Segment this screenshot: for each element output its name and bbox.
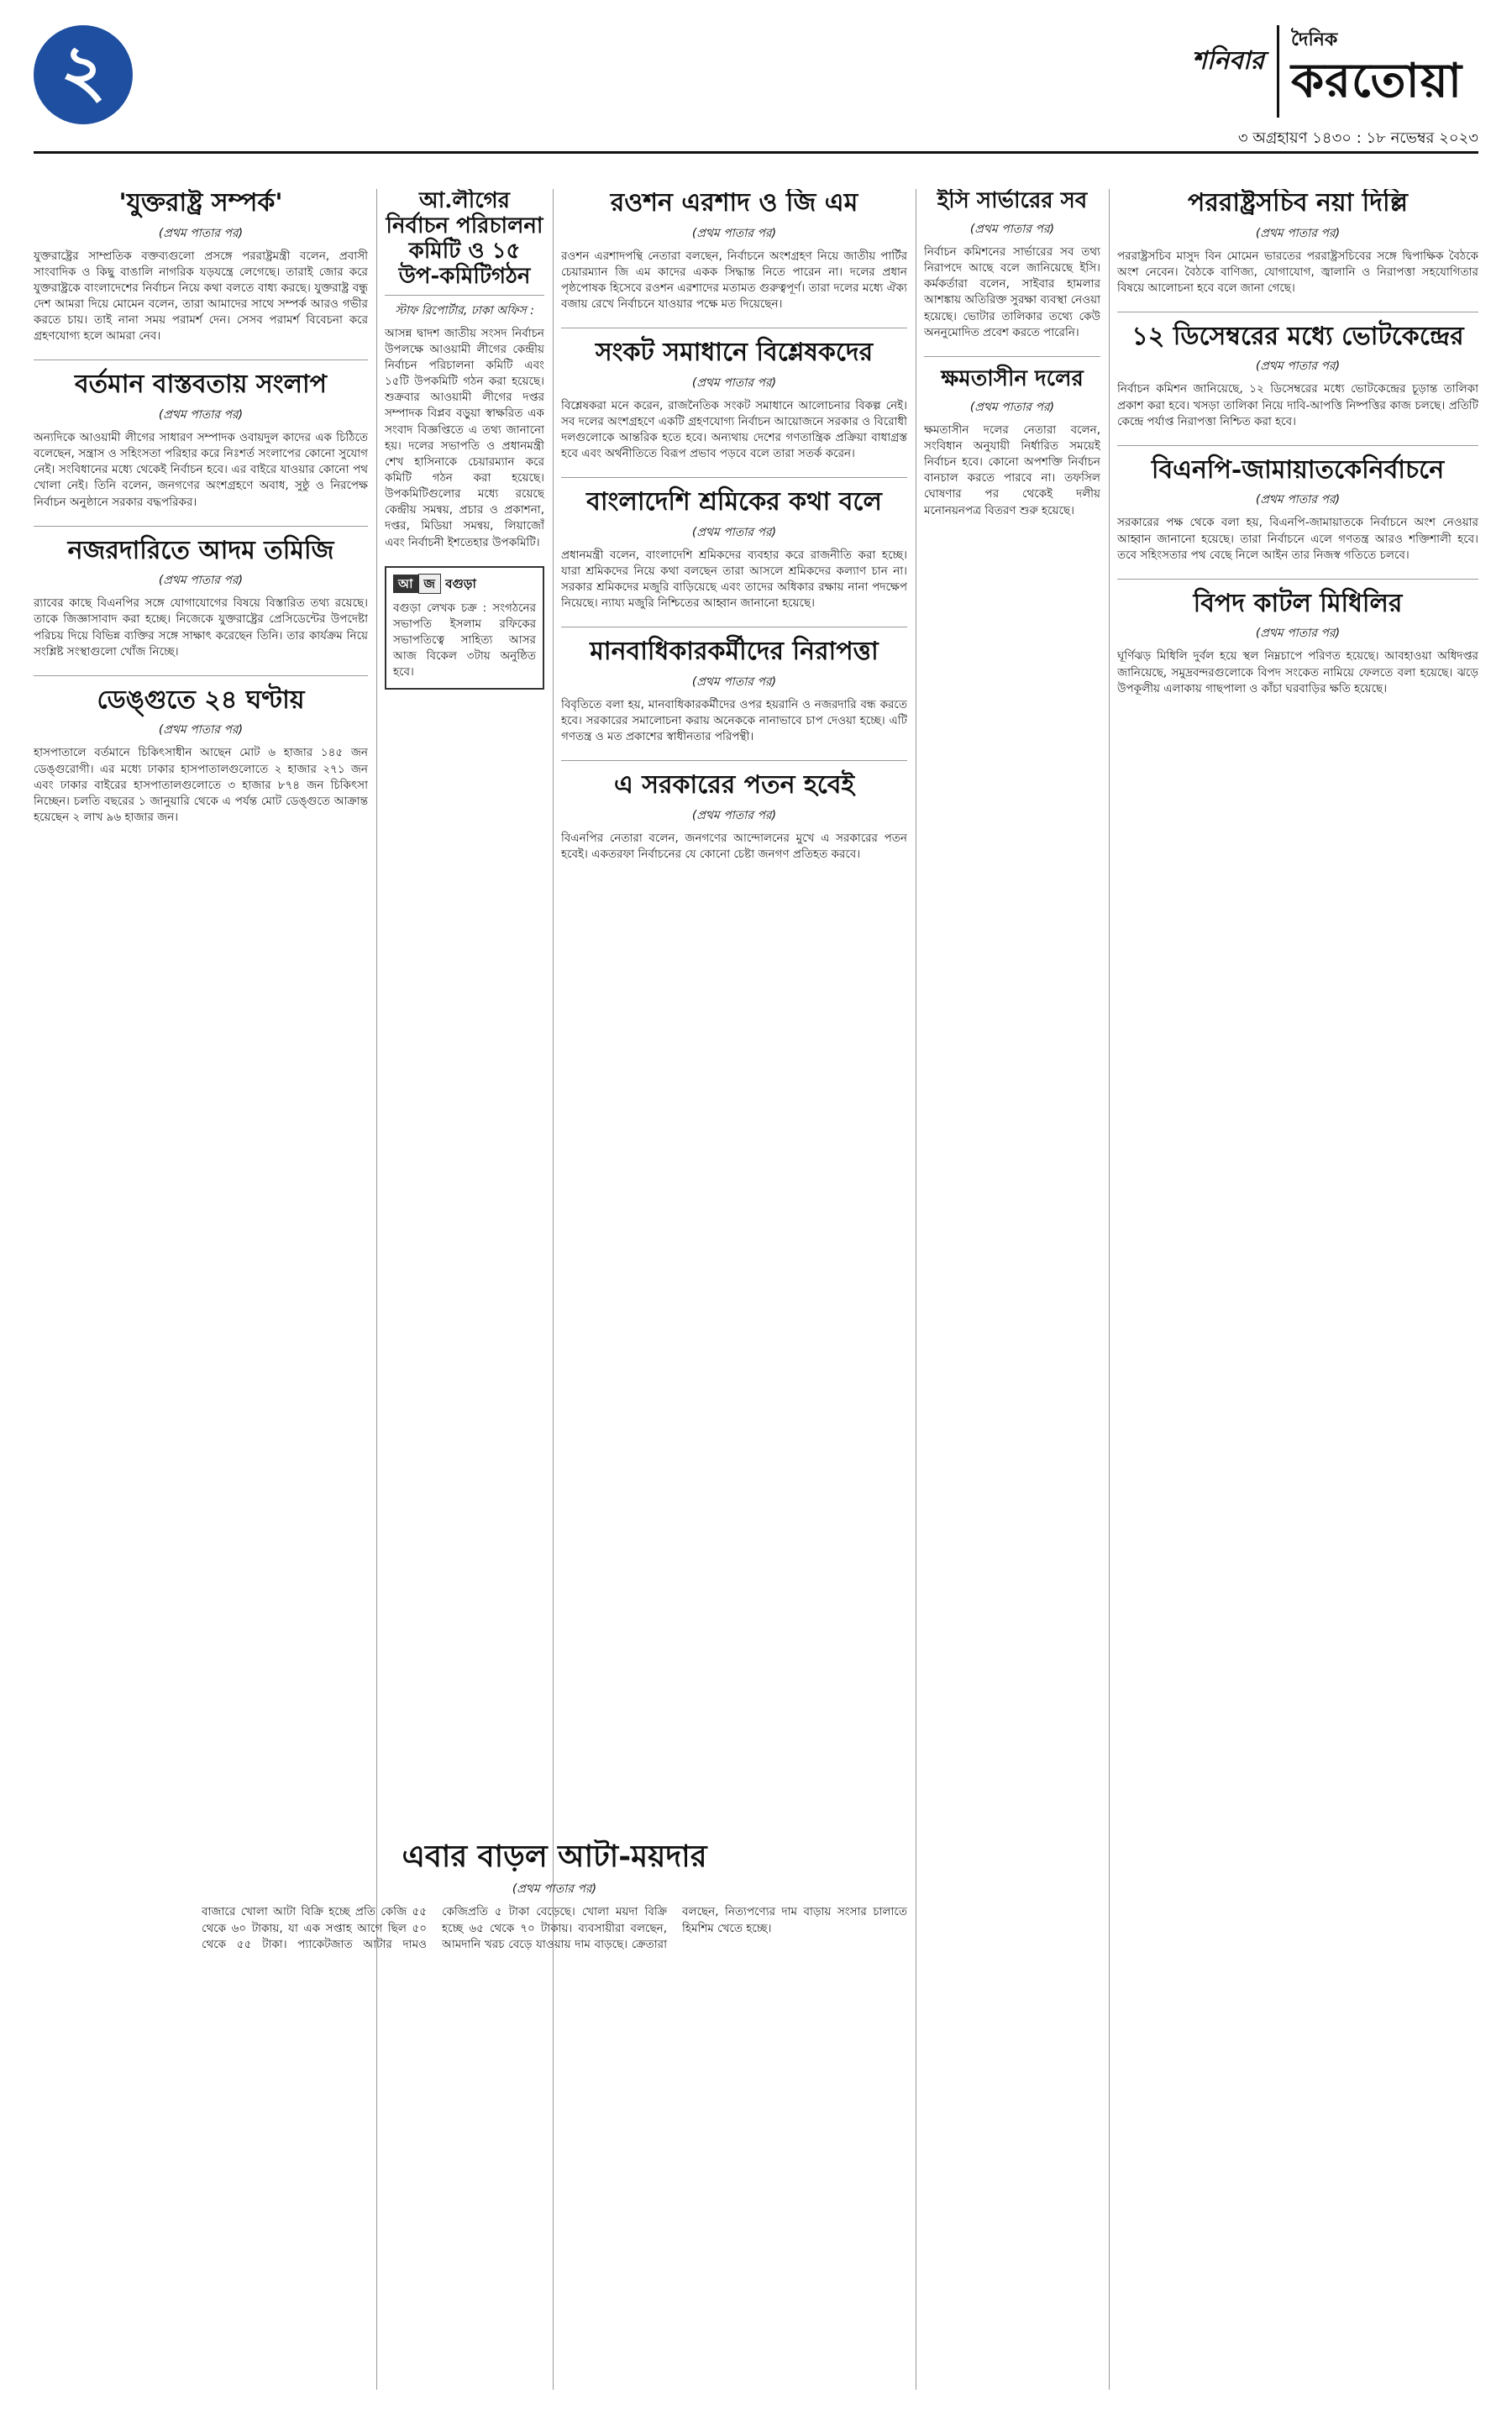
byline: (প্রথম পাতার পর): [691, 375, 777, 390]
story-text: বিএনপির নেতারা বলেন, জনগণের আন্দোলনের মুখে এ সরকারের পতন হবেই। একতরফা নির্বাচনের যে কোনো চেষ্টা জনগণ প্রতিহত করবে।: [561, 831, 907, 861]
story-bnp-jamaat: [1117, 456, 1478, 564]
story-text: আসন্ন দ্বাদশ জাতীয় সংসদ নির্বাচন উপলক্ষে আওয়ামী লীগের কেন্দ্রীয় নির্বাচন পরিচালনা কমিটি এবং ১৫টি উপকমিটি গঠন করা হয়েছে। শুক্রবার আওয়ামী লীগের দপ্তর সম্পাদক বিপ্লব বড়ুয়া স্বাক্ষরিত এক সংবাদ বিজ্ঞপ্তিতে এ তথ্য জানানো হয়। দলের সভাপতি ও প্রধানমন্ত্রী শেখ হাসিনাকে চেয়ারম্যান করে কমিটি গঠন করা হয়েছে। উপকমিটিগুলোর মধ্যে রয়েছে কেন্দ্রীয় সমন্বয়, প্রচার ও প্রকাশনা, দপ্তর, মিডিয়া সমন্বয়, লিয়াজোঁ এবং নির্বাচনী ইশতেহার উপকমিটি।: [385, 326, 544, 549]
dateline: ৩ অগ্রহায়ণ ১৪৩০ : ১৮ নভেম্বর ২০২৩: [1237, 129, 1478, 147]
headline: মানবাধিকারকর্মীদের নিরাপত্তা: [590, 637, 879, 667]
byline: (প্রথম পাতার পর): [969, 400, 1055, 414]
tag-b: জ: [418, 574, 441, 594]
headline: আ.লীগের নির্বাচন পরিচালনা কমিটি ও ১৫ উপ-কমিটিগঠন: [385, 189, 544, 296]
story-text: ঘূর্ণিঝড় মিধিলি দুর্বল হয়ে স্থল নিম্নচাপে পরিণত হয়েছে। আবহাওয়া অধিদপ্তর জানিয়েছে, সমুদ্রবন্দরগুলোকে বিপদ সংকেত নামিয়ে ফেলতে বলা হয়েছে। ঝড়ে উপকূলীয় এলাকায় গাছপালা ও কাঁচা ঘরবাড়ির ক্ষতি হয়েছে।: [1117, 649, 1478, 695]
story-ruling-party: [924, 367, 1100, 519]
byline: (প্রথম পাতার পর): [512, 1882, 597, 1897]
story-dengue: [34, 686, 368, 826]
story-govt-fall: [561, 771, 907, 863]
newspaper-logo: [1277, 25, 1478, 118]
byline: (প্রথম পাতার পর): [158, 407, 244, 422]
page-number: ২: [34, 25, 133, 124]
tag-a: আ: [393, 575, 418, 593]
divider: [34, 526, 368, 527]
headline: সংকট সমাধানে বিশ্লেষকদের: [595, 338, 874, 368]
story-text: অন্যদিকে আওয়ামী লীগের সাধারণ সম্পাদক ওবায়দুল কাদের এক চিঠিতে বলেছেন, সন্ত্রাস ও সহিংসতা পরিহার করে নিঃশর্ত সংলাপের কোনো সুযোগ নেই। সংবিধানের মধ্যে থেকেই নির্বাচন হবে। এর বাইরে যাওয়ার কোনো পথ খোলা নেই। তিনি বলেন, জনগণের অংশগ্রহণে অবাধ, সুষ্ঠু ও নিরপেক্ষ নির্বাচন অনুষ্ঠানে সরকার বদ্ধপরিকর।: [34, 430, 368, 509]
masthead-rule: [34, 151, 1478, 154]
notice-text: বগুড়া লেখক চক্র : সংগঠনের সভাপতি ইসলাম রফিকের সভাপতিত্বে সাহিত্য আসর আজ বিকেল ৩টায় অনুষ্ঠিত হবে।: [393, 601, 536, 680]
divider: [34, 675, 368, 676]
byline: (প্রথম পাতার পর): [691, 226, 777, 240]
story-ec-server: [924, 189, 1100, 341]
story-text: ক্ষমতাসীন দলের নেতারা বলেন, সংবিধান অনুযায়ী নির্ধারিত সময়েই নির্বাচন হবে। কোনো অপশক্তি নির্বাচন বানচাল করতে পারবে না। তফসিল ঘোষণার পর থেকেই দলীয় মনোনয়নপত্র বিতরণ শুরু হয়েছে।: [924, 422, 1100, 517]
notice-tag: [393, 575, 476, 596]
headline: ক্ষমতাসীন দলের: [941, 365, 1084, 391]
story-text: র‌্যাবের কাছে বিএনপির সঙ্গে যোগাযোগের বিষয়ে বিস্তারিত তথ্য রয়েছে। তাকে জিজ্ঞাসাবাদ করা হচ্ছে। নিজেকে যুক্তরাষ্ট্রের প্রেসিডেন্টের উপদেষ্টা পরিচয় দিয়ে বিভিন্ন ব্যক্তির সঙ্গে সাক্ষাৎ করেছেন তিনি। তার কার্যক্রম নিয়ে সংশ্লিষ্ট সংস্থাগুলো খোঁজ নিচ্ছে।: [34, 596, 368, 659]
story-text: যুক্তরাষ্ট্রের সাম্প্রতিক বক্তব্যগুলো প্রসঙ্গে পররাষ্ট্রমন্ত্রী বলেন, প্রবাসী সাংবাদিক ও কিছু বাঙালি নাগরিক যড়যন্ত্রে লেগেছে। তারাই জোর করে যুক্তরাষ্ট্রকে বাংলাদেশের নির্বাচন নিয়ে কথা বলতে বাধ্য করছে। যুক্তরাষ্ট্র বন্ধু দেশ আমরা দিয়ে মোমেন বলেন, তারা আমাদের সাথে সম্পর্ক আরও গভীর করতে চায়। তাই নানা সময় পরামর্শ দেন। সেসব পরামর্শ বিবেচনা করে গ্রহণযোগ্য হলে আমরা নেব।: [34, 249, 368, 344]
story-text: রওশন এরশাদপন্থি নেতারা বলছেন, নির্বাচনে অংশগ্রহণ নিয়ে জাতীয় পার্টির চেয়ারম্যান জি এম কাদের একক সিদ্ধান্ত নিতে পারেন না। দলের প্রধান পৃষ্ঠপোষক হিসেবে রওশন এরশাদের মতামত গুরুত্বপূর্ণ। তারা দলের মধ্যে ঐক্য বজায় রেখে নির্বাচনে যাওয়ার পক্ষে মত দিয়েছেন।: [561, 249, 907, 311]
divider: [561, 477, 907, 478]
column-4: [924, 189, 1100, 2390]
headline: বিপদ কাটল মিধিলির: [1193, 588, 1403, 618]
headline: এবার বাড়ল আটা-ময়দার: [402, 1840, 707, 1874]
headline: রওশন এরশাদ ও জি এম: [610, 189, 858, 218]
byline: (প্রথম পাতার পর): [1255, 627, 1341, 641]
byline: (প্রথম পাতার পর): [691, 674, 777, 689]
story-workers: [561, 488, 907, 611]
story-cyclone: [1117, 590, 1478, 697]
story-dialogue: [34, 370, 368, 510]
notice-box: [385, 566, 544, 690]
story-rowshan: [561, 189, 907, 312]
byline: (প্রথম পাতার পর): [1255, 226, 1341, 240]
story-flour-price: [202, 1840, 907, 1953]
divider: [561, 760, 907, 761]
logo-big: করতোয়া: [1291, 54, 1462, 108]
masthead: [34, 25, 1478, 160]
bottom-band-left: [202, 1840, 907, 2385]
story-text: বিশ্লেষকরা মনে করেন, রাজনৈতিক সংকট সমাধানে আলোচনার বিকল্প নেই। সব দলের অংশগ্রহণে একটি গ্রহণযোগ্য নির্বাচন আয়োজনে সরকার ও বিরোধী দলগুলোকে আন্তরিক হতে হবে। অন্যথায় দেশের গণতান্ত্রিক প্রক্রিয়া বাধাগ্রস্ত হবে এবং অর্থনীতিতে বিরূপ প্রভাব পড়বে বলে তারা সতর্ক করেন।: [561, 398, 907, 461]
tag-place: বগুড়া: [445, 575, 476, 591]
byline: (প্রথম পাতার পর): [1255, 360, 1341, 374]
column-5: [1117, 189, 1478, 2390]
headline: বর্তমান বাস্তবতায় সংলাপ: [74, 370, 328, 400]
headline: 'যুক্তরাষ্ট্র সম্পর্ক': [118, 189, 283, 218]
column-divider: [1109, 189, 1110, 2390]
column-3: [561, 189, 907, 1827]
headline: বিএনপি-জামায়াতকেনির্বাচনে: [1151, 454, 1445, 485]
story-text: পররাষ্ট্রসচিব মাসুদ বিন মোমেন ভারতের পররাষ্ট্রসচিবের সঙ্গে দ্বিপাক্ষিক বৈঠকে অংশ নেবেন। বৈঠকে বাণিজ্য, যোগাযোগ, জ্বালানি ও নিরাপত্তা সহযোগিতার বিষয়ে আলোচনা হবে বলে জানা গেছে।: [1117, 249, 1478, 295]
divider: [924, 356, 1100, 357]
story-text: হাসপাতালে বর্তমানে চিকিৎসাধীন আছেন মোট ৬ হাজার ১৪৫ জন ডেঙ্গুরোগী। এর মধ্যে ঢাকার হাসপাতালগুলোতে ২ হাজার ২৭১ জন এবং ঢাকার বাইরের হাসপাতালগুলোতে ৩ হাজার ৮৭৪ জন চিকিৎসা নিচ্ছেন। চলতি বছরের ১ জানুয়ারি থেকে এ পর্যন্ত মোট ডেঙ্গুতে আক্রান্ত হয়েছেন ২ লাখ ৯৬ হাজার জন।: [34, 746, 368, 824]
story-foreign-secretary: [1117, 189, 1478, 297]
column-2: [385, 189, 544, 1869]
story-surveillance: [34, 537, 368, 660]
story-text: বিবৃতিতে বলা হয়, মানবাধিকারকর্মীদের ওপর হয়রানি ও নজরদারি বন্ধ করতে হবে। সরকারের সমালোচনা করায় অনেককে নানাভাবে চাপ দেওয়া হচ্ছে। এটি গণতন্ত্র ও মত প্রকাশের স্বাধীনতার পরিপন্থী।: [561, 697, 907, 744]
story-text: প্রধানমন্ত্রী বলেন, বাংলাদেশি শ্রমিকদের ব্যবহার করে রাজনীতি করা হচ্ছে। যারা শ্রমিকদের নিয়ে কথা বলছেন তারা আসলে শ্রমিকদের কল্যাণ চান না। সরকার শ্রমিকদের মজুরি বাড়িয়েছে এবং তাদের অধিকার রক্ষায় নানা পদক্ষেপ নিয়েছে। ন্যায্য মজুরি নিশ্চিতের আহ্বান জানানো হয়েছে।: [561, 548, 907, 611]
headline: পররাষ্ট্রসচিব নয়া দিল্লি: [1188, 189, 1408, 218]
headline: ইসি সার্ভারের সব: [937, 189, 1088, 213]
byline: (প্রথম পাতার পর): [158, 226, 244, 240]
story-human-rights: [561, 638, 907, 745]
story-polling-centres: [1117, 323, 1478, 430]
headline: বাংলাদেশি শ্রমিকের কথা বলে: [586, 487, 882, 517]
divider: [1117, 445, 1478, 446]
byline: স্টাফ রিপোর্টার, ঢাকা অফিস :: [395, 303, 534, 318]
byline: (প্রথম পাতার পর): [158, 574, 244, 588]
byline: (প্রথম পাতার পর): [691, 808, 777, 822]
story-text: নির্বাচন কমিশন জানিয়েছে, ১২ ডিসেম্বরের মধ্যে ভোটকেন্দ্রের চূড়ান্ত তালিকা প্রকাশ করা হবে। খসড়া তালিকা নিয়ে দাবি-আপত্তি নিষ্পত্তির কাজ চলছে। প্রতিটি কেন্দ্রে পর্যাপ্ত নিরাপত্তা নিশ্চিত করা হবে।: [1117, 382, 1478, 428]
byline: (প্রথম পাতার পর): [691, 525, 777, 539]
byline: (প্রথম পাতার পর): [1255, 493, 1341, 507]
weekday: শনিবার: [1191, 46, 1264, 76]
byline: (প্রথম পাতার পর): [158, 723, 244, 737]
story-al-committee: [385, 189, 544, 551]
logo-small: দৈনিক: [1291, 29, 1338, 50]
byline: (প্রথম পাতার পর): [969, 222, 1055, 236]
headline: এ সরকারের পতন হবেই: [613, 770, 855, 800]
headline: ১২ ডিসেম্বরের মধ্যে ভোটকেন্দ্রের: [1131, 321, 1464, 351]
story-text: বাজারে খোলা আটা বিক্রি হচ্ছে প্রতি কেজি ৫৫ থেকে ৬০ টাকায়, যা এক সপ্তাহ আগে ছিল ৫০ থেকে ৫৫ টাকা। প্যাকেটজাত আটার দামও কেজিপ্রতি ৫ টাকা বেড়েছে। খোলা ময়দা বিক্রি হচ্ছে ৬৫ থেকে ৭০ টাকায়। ব্যবসায়ীরা বলছেন, আমদানি খরচ বেড়ে যাওয়ায় দাম বাড়ছে। ক্রেতারা বলছেন, নিত্যপণ্যের দাম বাড়ায় সংসার চালাতে হিমশিম খেতে হচ্ছে।: [202, 1905, 907, 1951]
story-text: নির্বাচন কমিশনের সার্ভারের সব তথ্য নিরাপদে আছে বলে জানিয়েছে ইসি। কর্মকর্তারা বলেন, সাইবার হামলার আশঙ্কায় অতিরিক্ত সুরক্ষা ব্যবস্থা নেওয়া হয়েছে। ভোটার তালিকার তথ্যে কেউ অননুমোদিত প্রবেশ করতে পারেনি।: [924, 244, 1100, 339]
story-us-relations: [34, 189, 368, 344]
divider: [1117, 579, 1478, 580]
headline: নজরদারিতে আদম তমিজি: [67, 535, 334, 565]
story-crisis-analysts: [561, 339, 907, 462]
story-text: সরকারের পক্ষ থেকে বলা হয়, বিএনপি-জামায়াতকে নির্বাচনে অংশ নেওয়ার আহ্বান জানানো হয়েছে। তারা নির্বাচনে এলে গণতন্ত্র আরও শক্তিশালী হবে। তবে সহিংসতার পথ বেছে নিলে আইন তার নিজস্ব গতিতে চলবে।: [1117, 516, 1478, 562]
headline: ডেঙ্গুতে ২৪ ঘণ্টায়: [97, 685, 305, 715]
